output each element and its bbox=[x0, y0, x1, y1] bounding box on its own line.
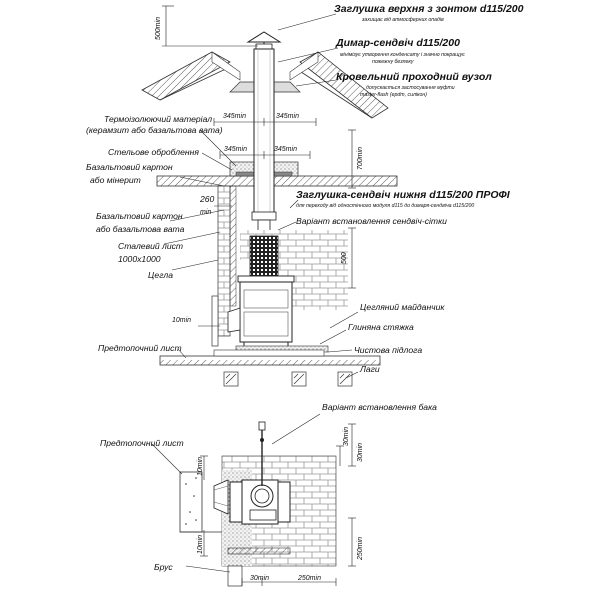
label-basalt-board-2b: або базальтова вата bbox=[96, 224, 185, 234]
label-prefurnace-sheet-2: Предтопочний лист bbox=[100, 438, 184, 448]
dim-345-d: 345min bbox=[274, 146, 297, 153]
label-top-cap-title: Заглушка верхня з зонтом d115/200 bbox=[334, 3, 524, 15]
dim-30min-c: 30min bbox=[250, 575, 270, 582]
sandwich-mesh bbox=[250, 236, 278, 276]
label-ceiling-finish: Стельове оброблення bbox=[108, 147, 199, 157]
dim-250min-a: 250min bbox=[357, 537, 364, 560]
dim-10min-c: 10min bbox=[197, 534, 204, 554]
label-basalt-board-1: Базальтовий картон bbox=[86, 162, 173, 172]
label-roof-pass-sub2: master-flash (epdm, силікон) bbox=[360, 92, 427, 98]
floor bbox=[160, 346, 380, 386]
label-chimney-sub2: пожежну безпеку bbox=[372, 59, 414, 65]
dim-250min-b: 250min bbox=[298, 575, 321, 582]
dim-345-b: 345min bbox=[276, 113, 299, 120]
label-brick-platform: Цегляний майданчик bbox=[360, 302, 445, 312]
dim-500min-top: 500min bbox=[155, 17, 162, 40]
label-joists: Лаги bbox=[360, 364, 380, 374]
label-roof-pass-sub1: допускається застосування муфти bbox=[366, 85, 455, 91]
label-chimney-sub1: мінімізує утворення конденсату і значно покращує bbox=[340, 52, 465, 58]
dim-345-c: 345min bbox=[224, 146, 247, 153]
dim-345-a: 345min bbox=[223, 113, 246, 120]
label-thermo-insul-1: Термоізолюючий матеріал bbox=[104, 114, 213, 124]
dim-10min-a: 10min bbox=[172, 317, 192, 324]
label-clay-screed: Глиняна стяжка bbox=[348, 322, 414, 332]
chimney-sandwich bbox=[248, 32, 280, 236]
label-chimney-title: Димар-сендвіч d115/200 bbox=[336, 37, 460, 49]
label-basalt-board-2a: Базальтовий картон bbox=[96, 211, 183, 221]
top-view bbox=[180, 422, 336, 586]
dim-700min: 700min bbox=[357, 147, 364, 170]
label-roof-pass-title: Кровельний проходний вузол bbox=[336, 71, 492, 83]
label-top-cap-sub: захищає від атмосферних опадів bbox=[362, 17, 444, 23]
dim-min: min bbox=[200, 209, 212, 216]
label-steel-size: 1000х1000 bbox=[118, 254, 161, 264]
label-tank-variant: Варіант встановлення бака bbox=[322, 402, 437, 412]
label-beam: Брус bbox=[154, 562, 173, 572]
label-net-variant: Варіант встановлення сендвіч-сітки bbox=[296, 216, 447, 226]
label-brick: Цегла bbox=[148, 270, 173, 280]
dim-30min-a: 30min bbox=[343, 426, 350, 446]
dim-10min-b: 10min bbox=[197, 456, 204, 476]
dim-260: 260 bbox=[200, 194, 215, 204]
label-thermo-insul-2: (керамзит або базальтова вата) bbox=[86, 125, 223, 135]
stove bbox=[228, 276, 294, 350]
label-prefurnace-sheet: Предтопочний лист bbox=[98, 343, 182, 353]
dim-500: 500 bbox=[341, 252, 348, 264]
label-basalt-board-1b: або мінерит bbox=[90, 175, 141, 185]
label-clean-floor: Чистова підлога bbox=[354, 345, 423, 355]
label-steel-sheet: Сталевий лист bbox=[118, 241, 184, 251]
dim-30min-b: 30min bbox=[357, 442, 364, 462]
label-bottom-cap-title: Заглушка-сендвіч нижня d115/200 ПРОФІ bbox=[296, 189, 510, 201]
label-bottom-cap-sub: для переходу від одностінного модуля d115 до димаря-сендвіча d115/200 bbox=[296, 203, 475, 209]
